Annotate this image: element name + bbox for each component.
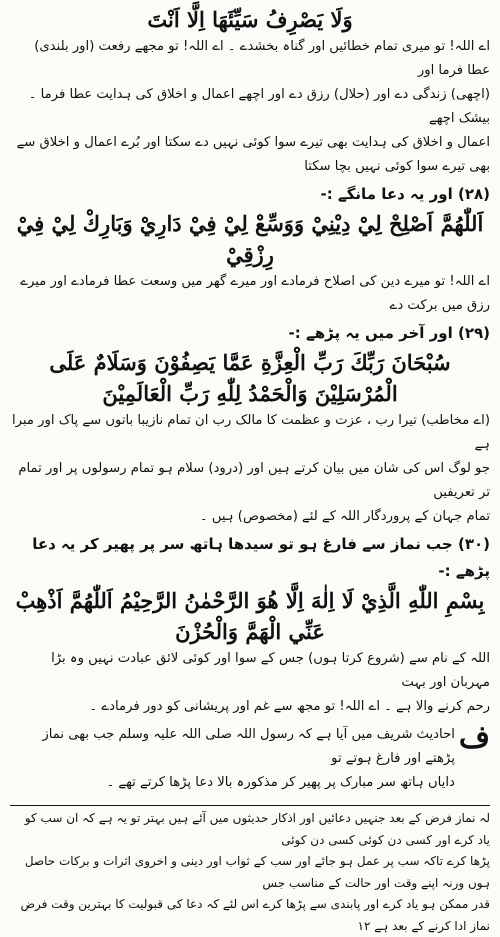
translation-line: اعمال و اخلاق کی ہدایت بھی تیرے سوا کوئی نہیں دے سکتا اور بُرے اعمال و اخلاق سے بھی تیرے سوا کوئی نہیں بچا سکتا xyxy=(16,135,490,174)
urdu-translation-29 xyxy=(10,409,490,529)
arabic-dua-30-line: بِسْمِ اللّٰهِ الَّذِيْ لَا اِلٰهَ اِلَّا هُوَ الرَّحْمٰنُ الرَّحِيْمُ اَللّٰهُمَّ اَذْهِبْ xyxy=(15,588,485,613)
translation-line: رحم کرنے والا ہے ۔ اے اللہ! تو مجھ سے غم اور پریشانی کو دور فرمادے ۔ xyxy=(89,699,490,714)
footnote-line: پڑھا کرے تاکہ سب پر عمل ہو جائے اور سب کے ثواب اور دینی و اخروی اثرات و برکات حاصل ہوں ورنہ اپنے وقت اور حالت کے مناسب جس xyxy=(24,854,490,890)
translation-line: (اے مخاطب) تیرا رب ، عزت و عظمت کا مالک رب ان تمام نازیبا باتوں سے پاک اور مبرا ہے xyxy=(11,413,490,452)
hadith-note xyxy=(10,720,490,795)
urdu-translation-30 xyxy=(10,647,490,719)
translation-line: (اچھی) زندگی دے اور (حلال) رزق دے اور اچھے اعمال و اخلاق کی ہدایت عطا فرما ۔ بیشک اچھے xyxy=(28,87,490,126)
fa-note-marker: ف xyxy=(458,720,490,755)
arabic-dua-29-line: الْمُرْسَلِيْنَ وَالْحَمْدُ لِلّٰهِ رَبِّ الْعَالَمِيْنَ xyxy=(102,381,398,406)
arabic-dua-29-line: سُبْحَانَ رَبِّكَ رَبِّ الْعِزَّةِ عَمَّا يَصِفُوْنَ وَسَلَامٌ عَلَى xyxy=(49,350,451,375)
footnote-line: لہ نماز فرض کے بعد جنہیں دعائیں اور اذکار حدیثوں میں آئے ہیں بہتر تو یہ ہے کہ ان سب کو یاد کرے اور کسی دن کوئی کسی دن کوئی xyxy=(24,811,490,847)
section-heading-29: (۲۹) اور آخر میں یہ پڑھے :- xyxy=(288,324,490,342)
footnote-divider xyxy=(10,805,490,806)
arabic-dua-30-line: عَنِّي الْهَمَّ وَالْحُزْنَ xyxy=(175,619,325,644)
translation-line: جو لوگ اس کی شان میں بیان کرتے ہیں اور (درود) سلام ہو تمام رسولوں پر اور تمام تر تعریفیں xyxy=(18,461,490,500)
hadith-line: احادیث شریف میں آیا ہے کہ رسول اللہ صلی اللہ علیہ وسلم جب بھی نماز پڑھتے اور فارغ ہوتے تو xyxy=(42,727,455,766)
translation-28: اے اللہ! تو میرے دین کی اصلاح فرمادے اور میرے گھر میں وسعت عطا فرمادے اور میرے رزق میں برکت دے xyxy=(20,274,490,313)
arabic-dua-28: اَللّٰهُمَّ اَصْلِحْ لِيْ دِيْنِيْ وَوَسِّعْ لِيْ فِيْ دَارِيْ وَبَارِكْ لِيْ فِيْ رِزْقِيْ xyxy=(16,211,484,267)
section-heading-28: (۲۸) اور یہ دعا مانگے :- xyxy=(320,185,490,203)
section-heading-30: (۳۰) جب نماز سے فارغ ہو تو سیدھا ہاتھ سر پر پھیر کر یہ دعا پڑھے :- xyxy=(32,535,490,580)
urdu-translation-block-1 xyxy=(10,35,490,179)
footnote-line: قدر ممکن ہو یاد کرے اور پابندی سے پڑھا کرے اس لئے کہ دعا کی قبولیت کا بہترین وقت فرض نماز ادا کرنے کے بعد ہے ۱۲ xyxy=(20,897,490,933)
footnote xyxy=(10,808,490,937)
translation-line: اللہ کے نام سے (شروع کرتا ہوں) جس کے سوا اور کوئی لائق عبادت نہیں وہ بڑا مہربان اور بہت xyxy=(51,651,490,690)
hadith-line: دایاں ہاتھ سر مبارک پر پھیر کر مذکورہ بالا دعا پڑھا کرتے تھے ۔ xyxy=(106,775,455,790)
translation-line: تمام جہان کے پروردگار اللہ کے لئے (مخصوص) ہیں ۔ xyxy=(199,509,490,524)
translation-line: اے اللہ! تو میری تمام خطائیں اور گناہ بخشدے ۔ اے اللہ! تو مجھے رفعت (اور بلندی) عطا فرما اور xyxy=(34,39,490,78)
arabic-dua-ending: وَلَا يَصْرِفُ سَيِّئَهَا اِلَّا اَنْتَ xyxy=(147,7,353,32)
